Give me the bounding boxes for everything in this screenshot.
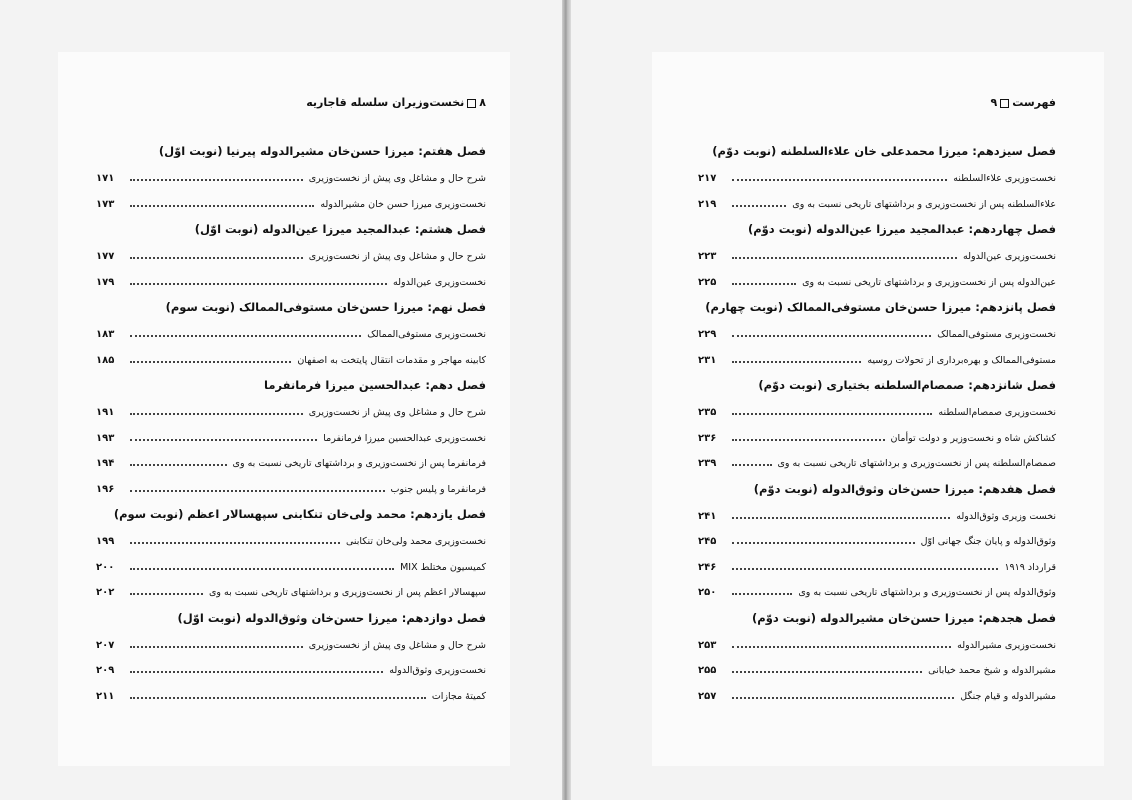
entry-title: شرح حال و مشاغل وی پیش از نخست‌وزیری [308, 173, 486, 184]
toc-entry [698, 662, 1056, 676]
entry-page-number: ۱۹۱ [96, 407, 115, 418]
chapter-heading: فصل هفدهم: میرزا حسن‌خان وثوق‌الدوله (نوبت دوّم) [753, 481, 1056, 496]
entry-page-number: ۲۰۷ [96, 639, 115, 651]
chapter-heading: فصل سیزدهم: میرزا محمدعلی خان علاءالسلطنه (نوبت دوّم) [712, 144, 1056, 158]
entry-page-number: ۲۳۹ [698, 458, 717, 469]
entry-page-number: ۱۷۱ [96, 173, 115, 184]
toc-entry [698, 404, 1056, 418]
toc-entry [96, 584, 486, 598]
toc-entry [698, 430, 1056, 444]
toc-entry [96, 688, 486, 702]
toc-entry [96, 481, 486, 495]
dot-leader [732, 507, 950, 519]
right-page [652, 52, 1104, 766]
entry-title: وثوق‌الدوله پس از نخست‌وزیری و برداشتهای تاریخی نسبت به وی [798, 587, 1056, 598]
toc-entry [698, 274, 1056, 288]
entry-page-number: ۱۷۷ [96, 251, 115, 262]
entry-page-number: ۱۸۵ [96, 354, 115, 366]
entry-page-number: ۲۳۶ [698, 432, 717, 444]
entry-title: وثوق‌الدوله و پایان جنگ جهانی اوّل [920, 536, 1056, 547]
dot-leader [130, 687, 426, 699]
chapter-heading: فصل هفتم: میرزا حسن‌خان مشیرالدوله پیرنیا (نوبت اوّل) [158, 144, 486, 158]
entry-page-number: ۲۰۲ [96, 587, 115, 598]
entry-page-number: ۱۷۳ [96, 198, 115, 210]
chapter-heading: فصل چهاردهم: عبدالمجید میرزا عین‌الدوله (نوبت دوّم) [747, 222, 1056, 236]
toc-entry [96, 559, 486, 573]
toc-entry [698, 637, 1056, 651]
dot-leader [732, 325, 931, 337]
entry-page-number: ۱۹۶ [96, 483, 115, 495]
dot-leader [732, 583, 792, 595]
dot-leader [130, 429, 317, 441]
entry-title: مشیرالدوله و قیام جنگل [960, 690, 1056, 702]
entry-page-number: ۱۹۹ [96, 536, 115, 547]
dot-leader [130, 325, 361, 337]
toc-entry [698, 326, 1056, 340]
entry-title: نخست‌وزیری محمد ولی‌خان تنکابنی [345, 536, 486, 547]
toc-entry [96, 248, 486, 262]
square-ornament-icon [467, 99, 476, 108]
right-page-number: ۹ [990, 96, 998, 109]
dot-leader [130, 558, 394, 570]
entry-title: صمصام‌السلطنه پس از نخست‌وزیری و برداشتهای تاریخی نسبت به وی [777, 458, 1056, 469]
entry-page-number: ۲۵۵ [698, 665, 717, 676]
dot-leader [732, 558, 998, 570]
chapter-heading: فصل دوازدهم: میرزا حسن‌خان وثوق‌الدوله (نوبت اوّل) [177, 610, 486, 625]
book-gutter [562, 0, 571, 800]
entry-title: نخست‌وزیری علاءالسلطنه [953, 173, 1056, 184]
toc-entry [698, 508, 1056, 522]
entry-page-number: ۲۱۷ [698, 173, 717, 184]
entry-page-number: ۲۵۰ [698, 587, 717, 598]
right-page-header [991, 96, 1057, 109]
entry-page-number: ۱۷۹ [96, 276, 115, 288]
entry-page-number: ۲۱۹ [698, 198, 717, 210]
dot-leader [732, 429, 885, 441]
toc-entry [698, 533, 1056, 547]
entry-title: عین‌الدوله پس از نخست‌وزیری و برداشتهای تاریخی نسبت به وی [802, 276, 1056, 288]
dot-leader [130, 403, 303, 415]
entry-title: نخست‌وزیری مستوفی‌الممالک [367, 329, 486, 340]
entry-title: قرارداد ۱۹۱۹ [1004, 561, 1056, 573]
chapter-heading: فصل پانزدهم: میرزا حسن‌خان مستوفی‌الممالک (نوبت چهارم) [705, 300, 1056, 314]
dot-leader [130, 480, 385, 492]
entry-page-number: ۲۳۵ [698, 407, 717, 418]
dot-leader [732, 661, 922, 673]
entry-page-number: ۲۴۵ [698, 536, 717, 547]
toc-entry [96, 274, 486, 288]
entry-title: نخست‌وزیری میرزا حسن خان مشیرالدوله [320, 198, 486, 210]
chapter-heading: فصل هشتم: عبدالمجید میرزا عین‌الدوله (نوبت اوّل) [194, 222, 486, 236]
dot-leader [130, 169, 303, 181]
entry-title: کمیسیون مختلط MIX [400, 561, 486, 573]
toc-entry [698, 352, 1056, 366]
toc-entry [96, 352, 486, 366]
entry-title: نخست‌وزیری صمصام‌السلطنه [938, 407, 1056, 418]
entry-page-number: ۱۹۳ [96, 432, 115, 444]
dot-leader [130, 661, 383, 673]
toc-entry [96, 326, 486, 340]
square-ornament-icon [1000, 99, 1009, 108]
dot-leader [732, 195, 786, 207]
toc-entry [698, 248, 1056, 262]
entry-title: شرح حال و مشاغل وی پیش از نخست‌وزیری [308, 639, 486, 651]
entry-page-number: ۲۵۷ [698, 690, 717, 702]
dot-leader [130, 532, 340, 544]
dot-leader [130, 273, 387, 285]
entry-title: نخست‌وزیری عین‌الدوله [393, 276, 486, 288]
dot-leader [732, 636, 951, 648]
entry-title: فرمانفرما و پلیس جنوب [390, 483, 486, 495]
entry-title: نخست وزیری وثوق‌الدوله [956, 510, 1056, 522]
left-page [58, 52, 510, 766]
toc-entry [698, 688, 1056, 702]
entry-page-number: ۲۵۳ [698, 639, 717, 651]
dot-leader [130, 454, 227, 466]
entry-title: فرمانفرما پس از نخست‌وزیری و برداشتهای تاریخی نسبت به وی [232, 458, 486, 469]
entry-page-number: ۲۴۱ [698, 510, 717, 522]
entry-title: مستوفی‌الممالک و بهره‌برداری از تحولات روسیه [867, 354, 1056, 366]
entry-page-number: ۲۲۹ [698, 329, 717, 340]
dot-leader [130, 636, 303, 648]
entry-page-number: ۲۰۹ [96, 665, 115, 676]
toc-entry [96, 637, 486, 651]
entry-title: نخست‌وزیری مشیرالدوله [957, 639, 1056, 651]
dot-leader [130, 351, 291, 363]
entry-page-number: ۲۴۶ [698, 561, 717, 573]
toc-entry [96, 662, 486, 676]
toc-entry [96, 196, 486, 210]
entry-title: نخست‌وزیری عین‌الدوله [963, 251, 1056, 262]
dot-leader [732, 403, 932, 415]
toc-entry [96, 455, 486, 469]
entry-page-number: ۱۹۴ [96, 458, 115, 469]
toc-entry [698, 196, 1056, 210]
entry-title: علاءالسلطنه پس از نخست‌وزیری و برداشتهای تاریخی نسبت به وی [792, 198, 1056, 210]
entry-page-number: ۲۱۱ [96, 690, 115, 702]
entry-title: نخست‌وزیری وثوق‌الدوله [389, 665, 486, 676]
toc-entry [96, 170, 486, 184]
dot-leader [130, 247, 303, 259]
left-running-title: نخست‌وزیران سلسله قاجاریه [306, 96, 465, 109]
toc-entry [698, 170, 1056, 184]
entry-title: شرح حال و مشاغل وی پیش از نخست‌وزیری [308, 407, 486, 418]
entry-title: نخست‌وزیری عبدالحسین میرزا فرمانفرما [323, 432, 486, 444]
entry-title: کشاکش شاه و نخست‌وزیر و دولت توأمان [890, 432, 1056, 444]
dot-leader [130, 583, 203, 595]
toc-entry [96, 533, 486, 547]
entry-title: شرح حال و مشاغل وی پیش از نخست‌وزیری [308, 251, 486, 262]
entry-title: نخست‌وزیری مستوفی‌الممالک [937, 329, 1056, 340]
entry-page-number: ۲۳۱ [698, 354, 717, 366]
toc-entry [96, 404, 486, 418]
chapter-heading: فصل شانزدهم: صمصام‌السلطنه بختیاری (نوبت دوّم) [758, 378, 1056, 392]
chapter-heading: فصل نهم: میرزا حسن‌خان مستوفی‌الممالک (نوبت سوم) [165, 300, 486, 314]
dot-leader [130, 195, 314, 207]
left-page-header [306, 96, 486, 109]
entry-title: مشیرالدوله و شیخ محمد خیابانی [928, 665, 1056, 676]
entry-title: کمیتهٔ مجازات [431, 690, 486, 702]
toc-entry [698, 584, 1056, 598]
entry-page-number: ۱۸۳ [96, 329, 115, 340]
chapter-heading: فصل دهم: عبدالحسین میرزا فرمانفرما [264, 378, 486, 392]
dot-leader [732, 247, 957, 259]
toc-entry [96, 430, 486, 444]
dot-leader [732, 169, 947, 181]
entry-page-number: ۲۲۵ [698, 276, 717, 288]
chapter-heading: فصل هجدهم: میرزا حسن‌خان مشیرالدوله (نوبت دوّم) [752, 610, 1056, 625]
dot-leader [732, 687, 954, 699]
entry-title: سپهسالار اعظم پس از نخست‌وزیری و برداشتهای تاریخی نسبت به وی [208, 587, 486, 598]
left-page-number: ۸ [479, 96, 486, 109]
dot-leader [732, 454, 772, 466]
entry-title: کابینه مهاجر و مقدمات انتقال پایتخت به اصفهان [297, 354, 486, 366]
dot-leader [732, 351, 861, 363]
dot-leader [732, 532, 915, 544]
chapter-heading: فصل یازدهم: محمد ولی‌خان تنکابنی سپهسالار اعظم (نوبت سوم) [113, 507, 486, 521]
entry-page-number: ۲۲۳ [698, 251, 717, 262]
toc-entry [698, 455, 1056, 469]
right-running-title: فهرست [1012, 96, 1056, 109]
toc-entry [698, 559, 1056, 573]
dot-leader [732, 273, 796, 285]
entry-page-number: ۲۰۰ [96, 561, 115, 573]
